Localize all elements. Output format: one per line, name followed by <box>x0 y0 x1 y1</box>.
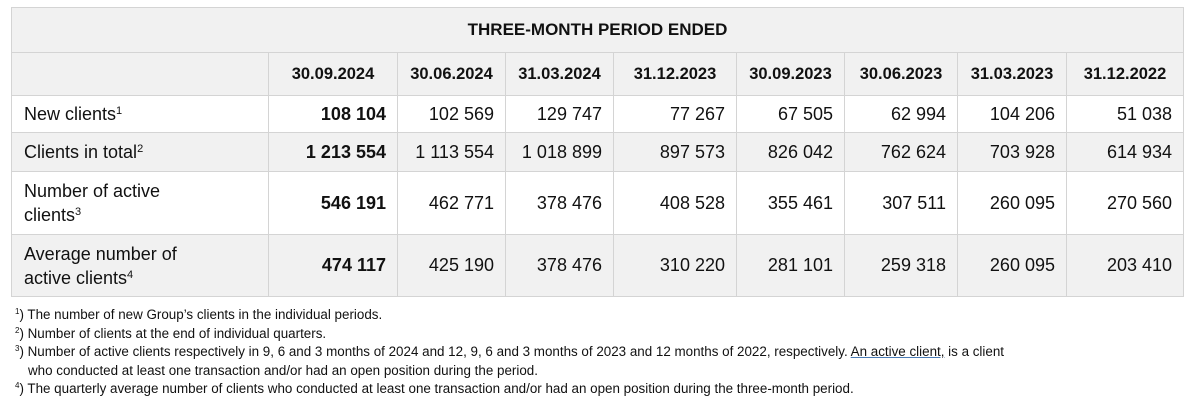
footnote-1: $^1$) The number of new Group’s clients in the individual periods. <box>15 307 383 322</box>
table-cell: 260 095 <box>958 172 1067 235</box>
row-label: Clients in total$^2$ <box>12 133 269 172</box>
table-cell: 203 410 <box>1067 235 1184 297</box>
table-cell: 281 101 <box>737 235 845 297</box>
table-row-average-active-clients <box>12 235 1184 297</box>
table-cell: 378 476 <box>506 172 614 235</box>
footnote-ref: 4 <box>127 268 134 281</box>
table-cell: 425 190 <box>398 235 506 297</box>
footnote-3: $^3$) Number of active clients respectively in 9, 6 and 3 months of 2024 and 12, 9, 6 and 3 months of 2023 and 12 months of 2022, respectively. An active client, is a client <box>15 344 1004 360</box>
table-cell: 77 267 <box>614 96 737 133</box>
table-cell: 270 560 <box>1067 172 1184 235</box>
table-cell: 826 042 <box>737 133 845 172</box>
footnote-mark: 4 <box>15 381 20 391</box>
table-cell: 102 569 <box>398 96 506 133</box>
footnotes <box>11 306 1183 399</box>
table-cell: 51 038 <box>1067 96 1184 133</box>
table-cell: 762 624 <box>845 133 958 172</box>
footnote-mark: 3 <box>15 344 20 354</box>
table-cell: 1 213 554 <box>269 133 398 172</box>
table-cell: 104 206 <box>958 96 1067 133</box>
header-corner <box>12 53 269 96</box>
date-header: 30.06.2024 <box>398 53 506 96</box>
footnote-mark: 1 <box>15 307 20 316</box>
footnote-ref: 1 <box>116 105 123 117</box>
table-cell: 546 191 <box>269 172 398 235</box>
row-label: Average number of active clients$^4$ <box>12 235 269 297</box>
footnote-mark: 2 <box>15 325 20 335</box>
table-row-new-clients <box>12 96 1184 133</box>
table-cell: 67 505 <box>737 96 845 133</box>
date-header: 31.03.2024 <box>506 53 614 96</box>
row-label: New clients$^1$ <box>12 96 269 133</box>
date-header: 30.09.2023 <box>737 53 845 96</box>
table-cell: 897 573 <box>614 133 737 172</box>
table-cell: 259 318 <box>845 235 958 297</box>
period-header: THREE-MONTH PERIOD ENDED <box>12 8 1184 53</box>
report-document <box>11 7 1183 399</box>
table-row-active-clients <box>12 172 1184 235</box>
date-header: 31.12.2023 <box>614 53 737 96</box>
table-cell: 474 117 <box>269 235 398 297</box>
table-cell: 1 113 554 <box>398 133 506 172</box>
table-cell: 408 528 <box>614 172 737 235</box>
date-header: 31.12.2022 <box>1067 53 1184 96</box>
table-cell: 462 771 <box>398 172 506 235</box>
date-header: 30.06.2023 <box>845 53 958 96</box>
table-row-clients-total <box>12 133 1184 172</box>
active-client-term: An active client, <box>850 344 945 360</box>
clients-table <box>11 7 1184 297</box>
table-cell: 108 104 <box>269 96 398 133</box>
table-cell: 1 018 899 <box>506 133 614 172</box>
table-cell: 62 994 <box>845 96 958 133</box>
table-cell: 307 511 <box>845 172 958 235</box>
footnote-ref: 3 <box>75 206 82 218</box>
date-header: 30.09.2024 <box>269 53 398 96</box>
table-cell: 260 095 <box>958 235 1067 297</box>
footnote-2: $^2$) Number of clients at the end of individual quarters. <box>15 325 327 341</box>
table-cell: 378 476 <box>506 235 614 297</box>
date-header: 31.03.2023 <box>958 53 1067 96</box>
table-cell: 355 461 <box>737 172 845 235</box>
table-cell: 703 928 <box>958 133 1067 172</box>
row-label: Number of active clients$^3$ <box>12 172 269 235</box>
table-cell: 614 934 <box>1067 133 1184 172</box>
footnote-4: $^4$) The quarterly average number of clients who conducted at least one transaction and/or had an open position during the three-month period. <box>15 381 854 397</box>
footnote-ref: 2 <box>137 143 144 155</box>
footnote-3-continuation: who conducted at least one transaction and/or had an open position during the period. <box>28 362 538 378</box>
table-cell: 310 220 <box>614 235 737 297</box>
table-cell: 129 747 <box>506 96 614 133</box>
